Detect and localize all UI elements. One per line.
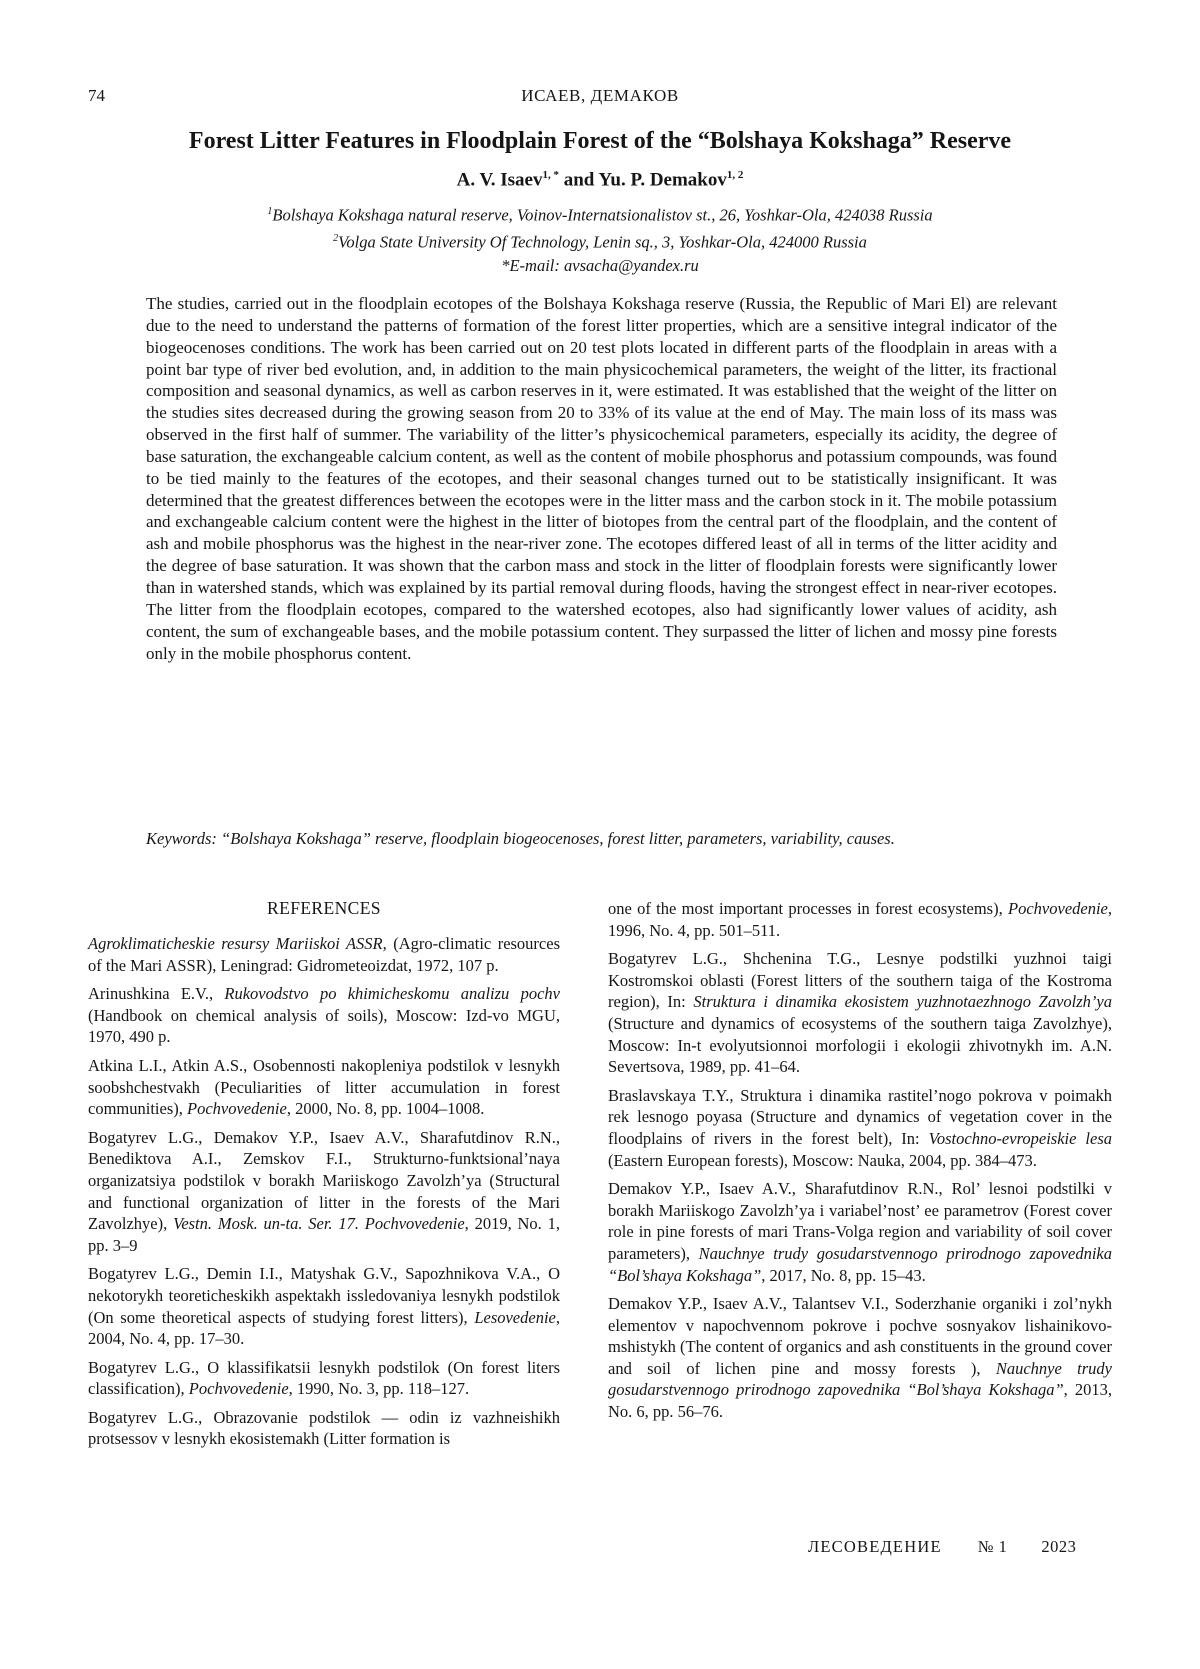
reference-text: Demakov Y.P., Isaev A.V., Sharafutdinov R.N., Rol’ lesnoi podstilki v borakh Mariiskogo Zavolzh’ya i variabel’nost’ ee parametrov (Forest cover role in pine forests of mari Trans-Volga region and variability of soil cover parameters), xyxy=(608,1179,1112,1263)
reference-text: (Agro-climatic resources of the Mari ASSR), Leningrad: Gidrometeoizdat, 1972, 107 p. xyxy=(88,934,560,975)
author-name-first: A. V. Isaev xyxy=(456,169,543,191)
references-left-column xyxy=(88,893,560,1457)
reference-entry xyxy=(88,1407,560,1450)
page-number: 74 xyxy=(88,86,105,105)
reference-entry xyxy=(608,1178,1112,1286)
authors-conjunction: and xyxy=(563,169,595,191)
reference-text: Braslavskaya T.Y., Struktura i dinamika rastitel’nogo pokrova v poimakh rek lesnogo poyasa (Structure and dynamics of vegetation cover in the floodplains of rivers in the forest belt), In: xyxy=(608,1085,1112,1148)
reference-source-italic: Lesovedenie xyxy=(474,1307,556,1327)
authors-line xyxy=(100,169,1100,191)
reference-text: (Eastern European forests), Moscow: Nauka, 2004, pp. 384–473. xyxy=(608,1150,1037,1170)
reference-text: Bogatyrev L.G., O klassifikatsii lesnykh podstilok (On forest liters classification), xyxy=(88,1357,560,1399)
running-head: ИСАЕВ, ДЕМАКОВ xyxy=(521,86,679,105)
reference-text: , 2017, No. 8, pp. 15–43. xyxy=(761,1265,926,1285)
affiliation-1-text: Bolshaya Kokshaga natural reserve, Voinov-Internatsionalistov st., 26, Yoshkar-Ola, 424038 Russia xyxy=(272,205,933,225)
reference-entry xyxy=(608,898,1112,941)
references-section xyxy=(88,893,1112,1457)
reference-text: (Handbook on chemical analysis of soils), Moscow: Izd-vo MGU, 1970, 490 p. xyxy=(88,1005,560,1047)
reference-source-italic: Struktura i dinamika ekosistem yuzhnotaezhnogo Zavolzh’ya xyxy=(693,992,1113,1012)
journal-footer xyxy=(808,1537,1076,1557)
reference-source-italic: Vostochno-evropeiskie lesa xyxy=(928,1128,1113,1148)
reference-source-italic: Agroklimaticheskie resursy Mariiskoi ASSR, xyxy=(88,934,387,953)
article-title: Forest Litter Features in Floodplain Forest of the “Bolshaya Kokshaga” Reserve xyxy=(188,128,1012,154)
reference-source-italic: Pochvovedenie xyxy=(188,1379,289,1399)
reference-source-italic: Nauchnye trudy gosudarstvennogo prirodnogo zapovednika “Bol’shaya Kokshaga” xyxy=(608,1358,1112,1400)
author-second-affiliation-marker: 1, 2 xyxy=(726,169,744,181)
keywords-line xyxy=(146,829,1057,849)
reference-text: Bogatyrev L.G., Demin I.I., Matyshak G.V., Sapozhnikova V.A., O nekotorykh teoreticheskikh aspektakh issledovaniya lesnykh podstilok (On some theoretical aspects of studying forest litters), xyxy=(88,1264,560,1327)
reference-text: , 1990, No. 3, pp. 118–127. xyxy=(288,1379,470,1399)
reference-source-italic: Rukovodstvo po khimicheskomu analizu pochv xyxy=(224,984,560,1004)
references-heading: REFERENCES xyxy=(267,898,381,918)
email-line: *E-mail: avsacha@yandex.ru xyxy=(501,256,699,275)
reference-entry xyxy=(88,1127,560,1257)
author-name-second: Yu. P. Demakov xyxy=(598,169,727,191)
reference-entry xyxy=(88,983,560,1048)
abstract-paragraph: The studies, carried out in the floodplain ecotopes of the Bolshaya Kokshaga reserve (Russia, the Republic of Mari El) are relevant due to the need to understand the patterns of formation of the forest litter properties, which are a sensitive integral indicator of the biogeocenoses conditions. The work has been carried out on 20 test plots located in different parts of the floodplain in areas with a point bar type of river bed evolution, and, in addition to the main physicochemical parameters, the weight of the litter, its fractional composition and seasonal dynamics, as well as carbon reserves in it, were estimated. It was established that the weight of the litter on the studies sites decreased during the growing season from 20 to 33% of its value at the end of May. The main loss of its mass was observed in the first half of summer. The variability of the litter’s physicochemical parameters, especially its acidity, the degree of base saturation, the exchangeable calcium content, as well as the content of mobile phosphorus and potassium compounds, was found to be tied mainly to the features of the ecotopes, and their seasonal changes turned out to be statistically insignificant. It was determined that the greatest differences between the ecotopes were in the litter mass and the carbon stock in it. The mobile potassium and exchangeable calcium content were the highest in the litter of biotopes from the central part of the floodplain, and the content of ash and mobile phosphorus was the highest in the near-river zone. The ecotopes differed least of all in terms of the litter acidity and the degree of base saturation. It was shown that the carbon mass and stock in the litter of floodplain forests were significantly lower than in watershed stands, which was explained by its partial removal during floods, having the strongest effect in near-river ecotopes. The litter from the floodplain ecotopes, compared to the watershed ecotopes, also had significantly lower values of acidity, ash content, the sum of exchangeable bases, and the mobile potassium content. They surpassed the litter of lichen and mossy pine forests only in the mobile phosphorus content. xyxy=(146,294,1057,663)
reference-entry xyxy=(88,1357,560,1400)
keywords-text: “Bolshaya Kokshaga” reserve, floodplain biogeocenoses, forest litter, parameters, variability, causes. xyxy=(216,829,895,848)
reference-entry xyxy=(608,1293,1112,1423)
reference-text: Atkina L.I., Atkin A.S., Osobennosti nakopleniya podstilok v lesnykh soobshchestvakh (Peculiarities of litter accumulation in forest communities), xyxy=(88,1055,560,1119)
reference-text: Bogatyrev L.G., Shchenina T.G., Lesnye podstilki yuzhnoi taigi Kostromskoi oblasti (Forest litters of the southern taiga of the Kostroma region), In: xyxy=(608,949,1112,1012)
reference-text: , 1996, No. 4, pp. 501–511. xyxy=(608,899,1112,940)
page-header xyxy=(88,86,1112,108)
reference-entry xyxy=(608,948,1112,1078)
references-list-right xyxy=(608,898,1112,1423)
reference-entry xyxy=(608,1085,1112,1171)
reference-source-italic: Pochvovedenie xyxy=(186,1099,287,1119)
reference-text: , 2000, No. 8, pp. 1004–1008. xyxy=(286,1099,485,1119)
reference-text: (Structure and dynamics of ecosystems of the southern taiga Zavolzhye), Moscow: In-t evolyutsionnoi morfologii i ekologii zhivotnykh im. A.N. Severtsova, 1989, pp. 41–64. xyxy=(608,1013,1112,1077)
reference-entry xyxy=(88,1263,560,1349)
affiliation-line-1 xyxy=(80,200,1120,227)
affiliations-block xyxy=(80,200,1120,278)
issue-number: № 1 xyxy=(977,1537,1008,1556)
affiliation-line-2 xyxy=(80,227,1120,254)
year: 2023 xyxy=(1041,1537,1077,1556)
reference-entry xyxy=(88,1055,560,1120)
affiliation-2-text: Volga State University Of Technology, Lenin sq., 3, Yoshkar-Ola, 424000 Russia xyxy=(338,232,867,252)
reference-text: one of the most important processes in forest ecosystems), xyxy=(608,899,1009,918)
reference-source-italic: Nauchnye trudy gosudarstvennogo prirodnogo zapovednika “Bol’shaya Kokshaga” xyxy=(608,1243,1112,1285)
reference-text: Bogatyrev L.G., Demakov Y.P., Isaev A.V., Sharafutdinov R.N., Benediktova A.I., Zemskov F.I., Strukturno-funktsional’naya organizatsiya podstilok v borakh Mariiskogo Zavolzh’ya (Structural and functional organization of litter in the forests of the Mari Zavolzhye), xyxy=(88,1127,560,1234)
author-first-affiliation-marker: 1, * xyxy=(542,169,559,181)
keywords-label: Keywords: xyxy=(146,829,217,848)
reference-text: , 2019, No. 1, pp. 3–9 xyxy=(88,1214,560,1255)
reference-source-italic: Vestn. Mosk. un-ta. Ser. 17. Pochvovedenie xyxy=(173,1214,465,1234)
affiliation-1-marker: 1 xyxy=(267,206,273,217)
reference-text: Arinushkina E.V., xyxy=(88,984,225,1004)
reference-text: , 2013, No. 6, pp. 56–76. xyxy=(608,1380,1113,1422)
references-right-column xyxy=(608,893,1112,1457)
reference-text: Demakov Y.P., Isaev A.V., Talantsev V.I., Soderzhanie organiki i zol’nykh elementov v napochvennom pokrove i pochve sosnyakov lishainikovo-mshistykh (The content of organics and ash constituents in the ground cover and soil of lichen pine and mossy forests ), xyxy=(608,1294,1112,1378)
reference-text: Bogatyrev L.G., Obrazovanie podstilok — odin iz vazhneishikh protsessov v lesnykh ekosistemakh (Litter formation is xyxy=(88,1407,560,1449)
reference-text: , 2004, No. 4, pp. 17–30. xyxy=(88,1307,560,1349)
journal-name: ЛЕСОВЕДЕНИЕ xyxy=(808,1537,942,1556)
reference-source-italic: Pochvovedenie xyxy=(1008,899,1108,918)
reference-entry xyxy=(88,933,560,976)
affiliation-2-marker: 2 xyxy=(333,233,339,244)
references-list-left xyxy=(88,933,560,1450)
